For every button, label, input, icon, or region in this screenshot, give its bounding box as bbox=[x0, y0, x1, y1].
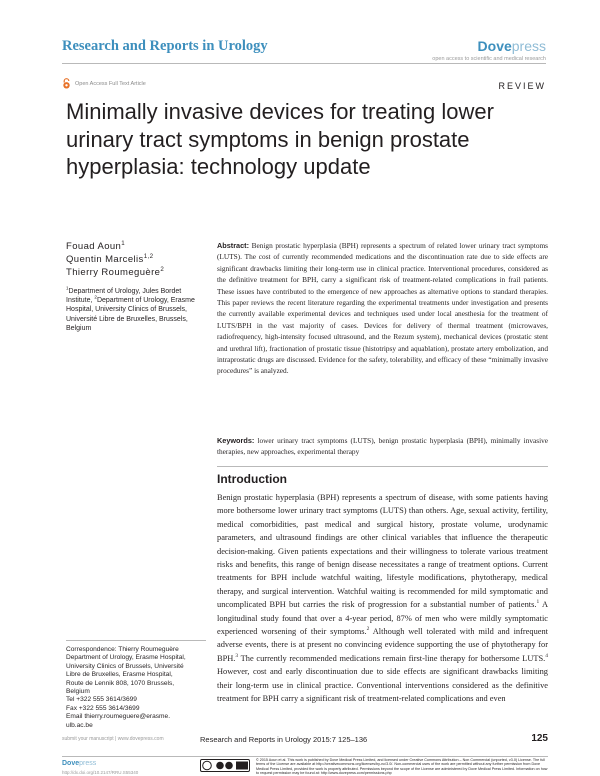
keywords-text: lower urinary tract symptoms (LUTS), benign prostatic hyperplasia (BPH), minimally invasive therapies, new approaches, experimental therapy bbox=[217, 436, 548, 457]
abstract bbox=[217, 240, 548, 377]
author-list bbox=[66, 240, 164, 279]
section-divider bbox=[217, 466, 548, 467]
section-heading-introduction: Introduction bbox=[217, 472, 287, 486]
submit-manuscript-link[interactable]: submit your manuscript | www.dovepress.com bbox=[62, 736, 164, 742]
publisher-tagline: open access to scientific and medical research bbox=[432, 56, 546, 62]
footer-divider bbox=[62, 756, 548, 757]
reference-link[interactable]: 1 bbox=[536, 599, 540, 606]
doi-link[interactable]: http://dx.doi.org/10.2147/RRU.S55340 bbox=[62, 770, 139, 775]
keywords bbox=[217, 435, 548, 458]
open-access-label: Open Access Full Text Article bbox=[62, 78, 146, 89]
introduction-text: Benign prostatic hyperplasia (BPH) represents a spectrum of disease, with some patients having more bothersome lower urinary tract symptoms (LUTS) than others. Age, sexual activity, fertility, medical comorbidities, past medical and surgical history, prostate volume, urodynamic parameters, and ultrasound findings are other clinical variables that influence the therapeutic decision-making. Given patients expectations and their willingness to tolerate various treatment risks and benefits, this range of benign disease necessitates a range of treatment options. Current treatments for BPH include watchful waiting, lifestyle modifications, phytotherapy, medical therapy, and surgical intervention. Watchful waiting is recommended for mild symptomatic and uncomplicated BPH but carries the risk of progression for a substantial number of patients.$^1$ A longitudinal study found that over a 4-year period, 87% of men who were mildly symptomatic experienced worsening of their symptoms.$^2$ Although well tolerated with mild and infrequent adverse events, there is at present no convincing evidence supporting the use of phytotherapy for BPH.$^3$ The currently recommended medications remain first-line therapy for bothersome LUTS.$^4$ However, cost and early discontinuation due to side effects are significant drawbacks limiting their long-term use in clinical practice. Conventional interventions considered as the definitive treatment for BPH carry a significant risk of treatment-related complications and even bbox=[217, 493, 549, 704]
correspondence-divider bbox=[66, 640, 206, 641]
article-title: Minimally invasive devices for treating lower urinary tract symptoms in benign prostate hyperplasia: technology update bbox=[66, 99, 494, 179]
reference-link[interactable]: 4 bbox=[545, 653, 548, 660]
author: Fouad Aoun$^1$ bbox=[66, 239, 126, 252]
page-number: 125 bbox=[531, 733, 548, 744]
footer-journal-info: Research and Reports in Urology 2015:7 125–136 bbox=[200, 735, 368, 744]
journal-title: Research and Reports in Urology bbox=[62, 38, 268, 54]
affiliations: $^1$Department of Urology, Jules Bordet Institute, $^2$Department of Urology, Erasme Hospital, University Clinics of Brussels, Université Libre de Bruxelles, Brussels, Belgium bbox=[66, 285, 195, 332]
correspondence-block: Correspondence: Thierry Roumeguère Department of Urology, Erasme Hospital, University Clinics of Brussels, Université Libre de Bruxelles, Erasme Hospital, Route de Lennik 808, 1070 Brussels, Belgium Tel +322 555 3614/3699 Fax +322 555 3614/3699 Email thierry.roumeguere@erasme. ulb.ac.be bbox=[66, 646, 206, 730]
keywords-label: Keywords: bbox=[217, 436, 255, 445]
article-type: REVIEW bbox=[498, 81, 546, 91]
publisher-logo: Dovepress bbox=[477, 38, 546, 54]
footer-publisher-logo: Dovepress bbox=[62, 760, 97, 767]
open-access-lock-icon bbox=[62, 78, 71, 89]
reference-link[interactable]: 3 bbox=[235, 653, 239, 660]
creative-commons-icon bbox=[200, 759, 250, 772]
abstract-label: Abstract: bbox=[217, 241, 250, 250]
correspondence-email[interactable]: ulb.ac.be bbox=[66, 721, 93, 729]
license-text: © 2015 Aoun et al. This work is published by Dove Medical Press Limited, and licensed under Creative Commons Attribution – Non Commercial (unported, v3.0) License. The full terms of the License are available at http://creativecommons.org/licenses/by-nc/3.0/. Non-commercial uses of the work are permitted without any further permission from Dove Medical Press Limited, provided the work is properly attributed. Permissions beyond the scope of the License are administered by Dove Medical Press Limited. Information on how to request permission may be found at: http://www.dovepress.com/permissions.php bbox=[256, 758, 548, 775]
author: Thierry Roumeguère$^2$ bbox=[66, 265, 165, 278]
abstract-text: Benign prostatic hyperplasia (BPH) represents a spectrum of related lower urinary tract symptoms (LUTS). The cost of currently recommended medications and the discontinuation rate due to side effects are significant drawbacks limiting their long-term use in clinical practice. Interventional procedures, considered as the definitive treatment for BPH, carry a significant risk of treatment-related complications in frail patients. These issues have contributed to the emergence of new approaches as alternative options to standard therapies. This paper reviews the recent literature regarding the experimental treatments under investigation and presents the currently available experimental devices and techniques used under local anesthesia for the treatment of LUTS/BPH in the vast majority of cases. Devices for delivery of thermal treatment (microwaves, radiofrequency, high-intensity focused ultrasound, and the Rezum system), mechanical devices (prostatic stent and urethral lift), fractionation of prostatic tissue (histotripsy and aquablation), prostate artery embolization, and intraprostatic drugs are discussed. Evidence for the safety, tolerability, and efficacy of these “minimally invasive procedures” is analyzed. bbox=[217, 241, 548, 376]
reference-link[interactable]: 2 bbox=[366, 626, 370, 633]
correspondence-email[interactable]: Email thierry.roumeguere@erasme. bbox=[66, 713, 171, 721]
header-divider bbox=[62, 63, 546, 64]
author: Quentin Marcelis$^{1,2}$ bbox=[66, 252, 154, 265]
